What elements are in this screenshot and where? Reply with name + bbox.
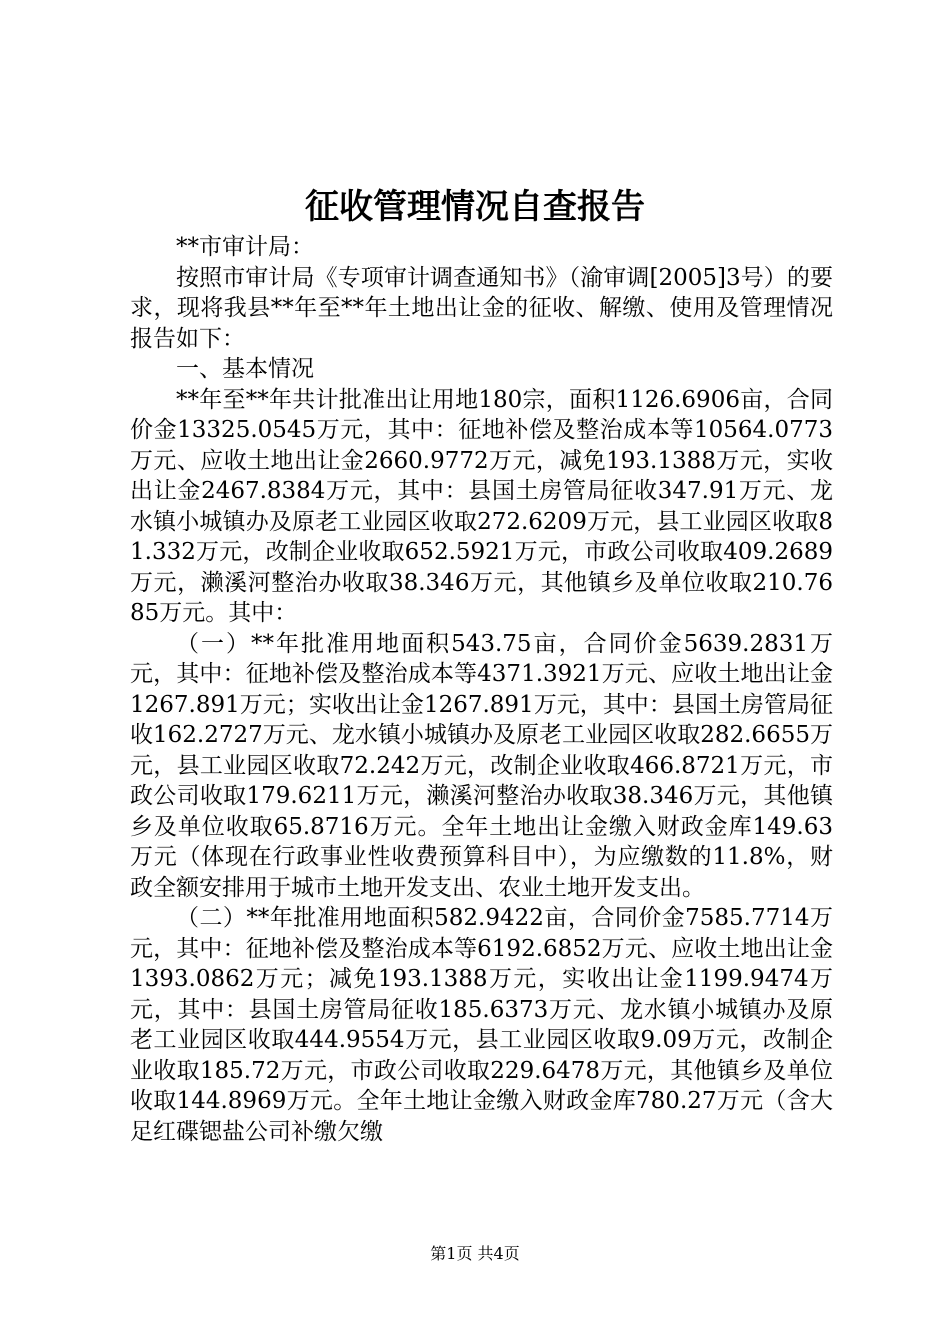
document-body — [130, 232, 833, 1147]
salutation: **市审计局： — [176, 234, 314, 260]
section-heading: 一、基本情况 — [176, 356, 314, 382]
year-one-paragraph: （一）**年批准用地面积543.75亩，合同价金5639.2831万元，其中：征地补偿及整治成本等4371.3921万元、应收土地出让金1267.891万元；实收出让金1267.891万元，其中：县国土房管局征收162.2727万元、龙水镇小城镇办及原老工业园区收取282.6655万元，县工业园区收取72.242万元，改制企业收取466.8721万元，市政公司收取179.6211万元，濑溪河整治办收取38.346万元，其他镇乡及单位收取65.8716万元。全年土地出让金缴入财政金库149.63万元（体现在行政事业性收费预算科目中），为应缴数的11.8%，财政全额安排用于城市土地开发支出、农业土地开发支出。 — [130, 630, 833, 901]
document-title: 征收管理情况自查报告 — [305, 187, 645, 227]
summary-paragraph: **年至**年共计批准出让用地180宗，面积1126.6906亩，合同价金13325.0545万元，其中：征地补偿及整治成本等10564.0773万元、应收土地出让金2660.9772万元，减免193.1388万元，实收出让金2467.8384万元，其中：县国土房管局征收347.91万元、龙水镇小城镇办及原老工业园区收取272.6209万元，县工业园区收取81.332万元，改制企业收取652.5921万元，市政公司收取409.2689万元，濑溪河整治办收取38.346万元，其他镇乡及单位收取210.7685万元。其中： — [130, 386, 833, 626]
intro-paragraph: 按照市审计局《专项审计调查通知书》（渝审调[2005]3号）的要求，现将我县**年至**年土地出让金的征收、解缴、使用及管理情况报告如下： — [130, 264, 833, 352]
page-footer: 第1页 共4页 — [430, 1244, 520, 1263]
year-two-paragraph: （二）**年批准用地面积582.9422亩，合同价金7585.7714万元，其中：征地补偿及整治成本等6192.6852万元、应收土地出让金1393.0862万元；减免193.1388万元，实收出让金1199.9474万元，其中：县国土房管局征收185.6373万元、龙水镇小城镇办及原老工业园区收取444.9554万元，县工业园区收取9.09万元，改制企业收取185.72万元，市政公司收取229.6478万元，其他镇乡及单位收取144.8969万元。全年土地让金缴入财政金库780.27万元（含大足红碟锶盐公司补缴欠缴 — [130, 905, 833, 1145]
